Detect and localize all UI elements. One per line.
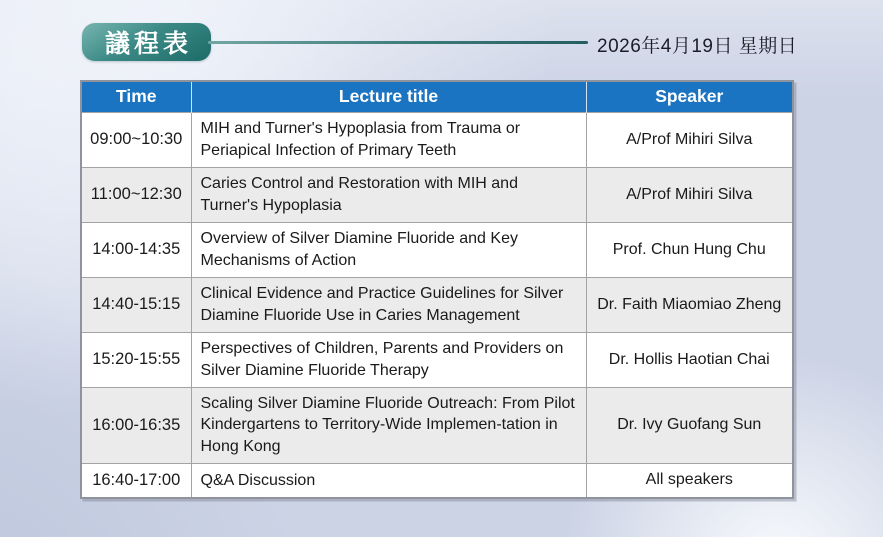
table-header-row	[81, 81, 793, 112]
lecture-title-cell: Perspectives of Children, Parents and Providers on Silver Diamine Fluoride Therapy	[191, 332, 586, 387]
agenda-badge	[82, 23, 211, 61]
table-row	[81, 387, 793, 463]
column-header-lecture-title: Lecture title	[191, 81, 586, 112]
lecture-title-cell: Caries Control and Restoration with MIH and Turner's Hypoplasia	[191, 167, 586, 222]
agenda-badge-label: 議程表	[104, 30, 192, 58]
agenda-table	[80, 80, 794, 499]
lecture-title-cell: Scaling Silver Diamine Fluoride Outreach: From Pilot Kindergartens to Territory-Wide Implemen-tation in Hong Kong	[191, 387, 586, 463]
table-row	[81, 112, 793, 167]
column-header-speaker: Speaker	[586, 81, 793, 112]
lecture-title-cell: MIH and Turner's Hypoplasia from Trauma or Periapical Infection of Primary Teeth	[191, 112, 586, 167]
lecture-title-cell: Overview of Silver Diamine Fluoride and Key Mechanisms of Action	[191, 222, 586, 277]
time-cell: 14:00-14:35	[81, 222, 191, 277]
speaker-cell: Dr. Ivy Guofang Sun	[586, 387, 793, 463]
time-cell: 16:40-17:00	[81, 463, 191, 498]
lecture-title-cell: Clinical Evidence and Practice Guidelines for Silver Diamine Fluoride Use in Caries Management	[191, 277, 586, 332]
table-row	[81, 167, 793, 222]
time-cell: 14:40-15:15	[81, 277, 191, 332]
time-cell: 09:00~10:30	[81, 112, 191, 167]
column-header-time: Time	[81, 81, 191, 112]
date-label: 2026年4月19日 星期日	[597, 36, 798, 57]
speaker-cell: Dr. Hollis Haotian Chai	[586, 332, 793, 387]
table-row	[81, 277, 793, 332]
time-cell: 11:00~12:30	[81, 167, 191, 222]
table-row	[81, 463, 793, 498]
time-cell: 16:00-16:35	[81, 387, 191, 463]
lecture-title-cell: Q&A Discussion	[191, 463, 586, 498]
speaker-cell: Dr. Faith Miaomiao Zheng	[586, 277, 793, 332]
table-row	[81, 332, 793, 387]
table-row	[81, 222, 793, 277]
header-rule	[208, 41, 588, 44]
time-cell: 15:20-15:55	[81, 332, 191, 387]
speaker-cell: All speakers	[586, 463, 793, 498]
speaker-cell: A/Prof Mihiri Silva	[586, 167, 793, 222]
speaker-cell: Prof. Chun Hung Chu	[586, 222, 793, 277]
speaker-cell: A/Prof Mihiri Silva	[586, 112, 793, 167]
